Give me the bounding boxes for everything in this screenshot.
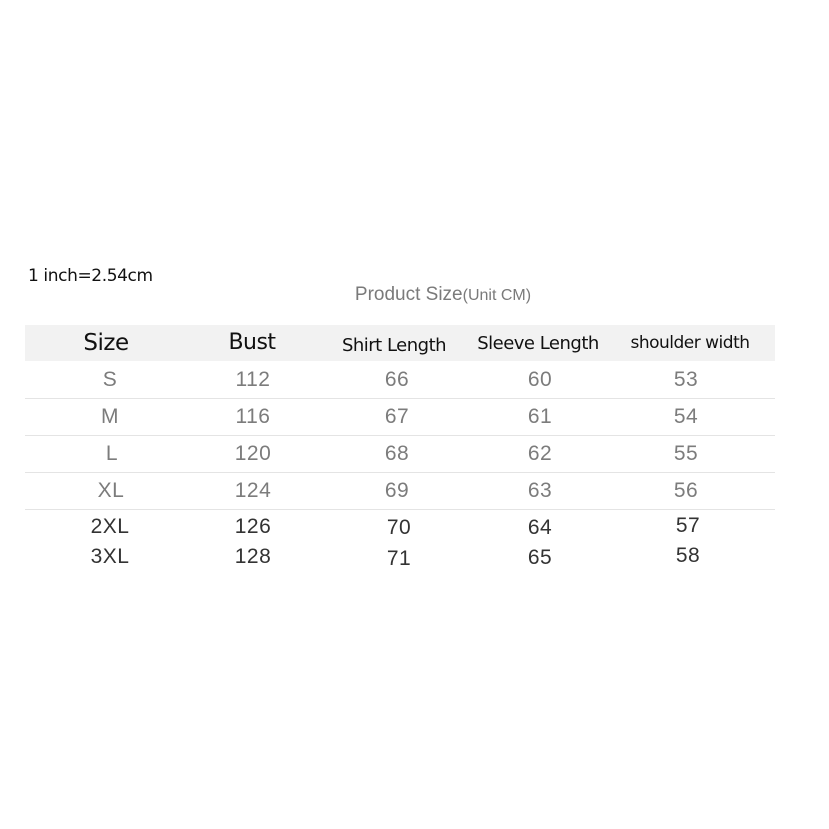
cell-shirt-length: 68 — [384, 442, 410, 465]
cell-bust: 112 — [235, 368, 271, 391]
row-divider — [25, 509, 775, 510]
header-shoulder-width: shoulder width — [630, 333, 750, 353]
cell-bust: 120 — [234, 442, 272, 465]
cell-shoulder-width: 58 — [675, 544, 701, 567]
cell-shoulder-width: 54 — [673, 405, 699, 428]
cell-size: 3XL — [90, 545, 130, 568]
unit-conversion-note: 1 inch=2.54cm — [28, 266, 153, 286]
cell-shoulder-width: 53 — [673, 368, 699, 391]
header-shirt-length: Shirt Length — [341, 335, 447, 356]
cell-shirt-length: 66 — [384, 368, 410, 391]
cell-sleeve-length: 65 — [527, 546, 553, 569]
cell-bust: 126 — [234, 515, 272, 538]
header-size: Size — [83, 330, 129, 356]
cell-sleeve-length: 64 — [527, 516, 553, 539]
cell-sleeve-length: 60 — [527, 368, 553, 391]
cell-shoulder-width: 55 — [673, 442, 699, 465]
cell-shirt-length: 70 — [386, 516, 412, 539]
cell-size: 2XL — [90, 515, 130, 538]
cell-size: S — [102, 368, 118, 391]
cell-size: XL — [97, 479, 125, 502]
cell-sleeve-length: 63 — [527, 479, 553, 502]
cell-shirt-length: 67 — [384, 405, 410, 428]
table-title-main: Product Size — [354, 284, 463, 305]
cell-bust: 116 — [235, 405, 271, 428]
cell-sleeve-length: 61 — [527, 405, 553, 428]
cell-bust: 124 — [234, 479, 272, 502]
cell-shirt-length: 71 — [386, 547, 412, 570]
table-title-unit: (Unit CM) — [462, 287, 532, 304]
row-divider — [25, 472, 775, 473]
cell-sleeve-length: 62 — [527, 442, 553, 465]
row-divider — [25, 398, 775, 399]
cell-shirt-length: 69 — [384, 479, 410, 502]
header-bust: Bust — [228, 330, 276, 355]
cell-shoulder-width: 56 — [673, 479, 699, 502]
cell-size: M — [101, 405, 119, 428]
table-title — [0, 284, 829, 306]
cell-shoulder-width: 57 — [675, 514, 701, 537]
header-sleeve-length: Sleeve Length — [477, 333, 599, 354]
row-divider — [25, 435, 775, 436]
cell-size: L — [105, 442, 119, 465]
cell-bust: 128 — [234, 545, 272, 568]
